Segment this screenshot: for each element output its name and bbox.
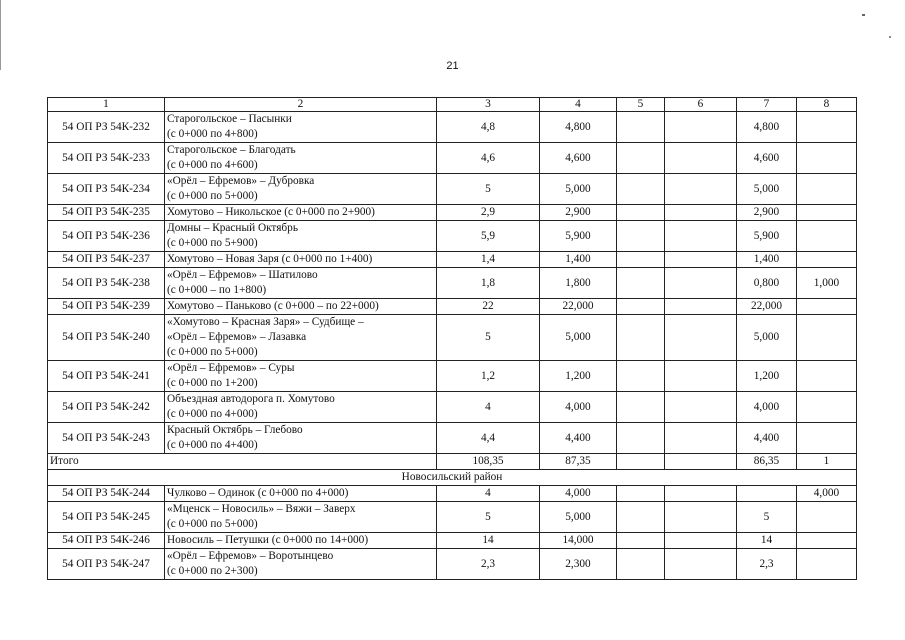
value-cell-c5 — [617, 143, 665, 174]
value-cell-c8 — [797, 252, 857, 268]
value-cell-c6 — [665, 143, 737, 174]
value-cell-c3: 4 — [437, 392, 540, 423]
road-name-cell — [165, 143, 437, 174]
value-cell-c6 — [665, 502, 737, 533]
value-cell-c8 — [797, 533, 857, 549]
value-cell-c4: 1,200 — [540, 361, 617, 392]
table-row — [48, 112, 857, 143]
value-cell-c5 — [617, 252, 665, 268]
value-cell-c4: 4,600 — [540, 143, 617, 174]
header-cell: 6 — [665, 98, 737, 112]
road-name-cell — [165, 205, 437, 221]
header-cell: 3 — [437, 98, 540, 112]
table-row — [48, 549, 857, 580]
road-name-line: (с 0+000 по 4+000) — [167, 408, 258, 420]
district-title: Новосильский район — [48, 470, 857, 486]
value-cell-c3: 2,9 — [437, 205, 540, 221]
table-header-row — [48, 98, 857, 112]
total-value-c7: 86,35 — [737, 454, 797, 470]
value-cell-c4: 14,000 — [540, 533, 617, 549]
road-name-line: «Орёл – Ефремов» – Шатилово — [167, 269, 318, 281]
value-cell-c7: 4,600 — [737, 143, 797, 174]
value-cell-c3: 4 — [437, 486, 540, 502]
value-cell-c5 — [617, 361, 665, 392]
road-name-line: Хомутово – Никольское (с 0+000 по 2+900) — [167, 206, 375, 218]
table-row — [48, 299, 857, 315]
table-row — [48, 315, 857, 361]
value-cell-c4: 22,000 — [540, 299, 617, 315]
value-cell-c7: 5,900 — [737, 221, 797, 252]
road-code-cell: 54 ОП РЗ 54К-247 — [48, 549, 165, 580]
road-name-line: «Орёл – Ефремов» – Воротынцево — [167, 550, 334, 562]
value-cell-c6 — [665, 549, 737, 580]
road-name-line: Хомутово – Паньково (с 0+000 – по 22+000) — [167, 300, 379, 312]
value-cell-c6 — [665, 486, 737, 502]
header-cell: 1 — [48, 98, 165, 112]
header-cell: 4 — [540, 98, 617, 112]
value-cell-c3: 1,8 — [437, 268, 540, 299]
value-cell-c5 — [617, 112, 665, 143]
road-name-cell — [165, 502, 437, 533]
road-code-cell: 54 ОП РЗ 54К-240 — [48, 315, 165, 361]
table-row — [48, 221, 857, 252]
value-cell-c6 — [665, 299, 737, 315]
road-name-line: Хомутово – Новая Заря (с 0+000 по 1+400) — [167, 253, 373, 265]
total-value-c3: 108,35 — [437, 454, 540, 470]
value-cell-c8 — [797, 549, 857, 580]
value-cell-c7: 4,000 — [737, 392, 797, 423]
road-name-line: (с 0+000 по 4+600) — [167, 159, 258, 171]
value-cell-c6 — [665, 112, 737, 143]
table-row — [48, 174, 857, 205]
value-cell-c8 — [797, 174, 857, 205]
road-name-line: «Орёл – Ефремов» – Суры — [167, 362, 295, 374]
value-cell-c6 — [665, 361, 737, 392]
road-code-cell: 54 ОП РЗ 54К-234 — [48, 174, 165, 205]
value-cell-c5 — [617, 423, 665, 454]
value-cell-c5 — [617, 502, 665, 533]
value-cell-c5 — [617, 486, 665, 502]
table-row — [48, 252, 857, 268]
table-row — [48, 268, 857, 299]
table-row — [48, 361, 857, 392]
road-name-cell — [165, 392, 437, 423]
road-name-line: Домны – Красный Октябрь — [167, 222, 298, 234]
value-cell-c8 — [797, 423, 857, 454]
value-cell-c5 — [617, 205, 665, 221]
value-cell-c3: 5 — [437, 502, 540, 533]
roads-table — [47, 97, 857, 580]
road-code-cell: 54 ОП РЗ 54К-244 — [48, 486, 165, 502]
road-name-line: Красный Октябрь – Глебово — [167, 424, 303, 436]
value-cell-c7: 14 — [737, 533, 797, 549]
value-cell-c3: 14 — [437, 533, 540, 549]
value-cell-c4: 4,000 — [540, 392, 617, 423]
road-name-line: «Хомутово – Красная Заря» – Судбище – — [167, 316, 364, 328]
road-code-cell: 54 ОП РЗ 54К-241 — [48, 361, 165, 392]
value-cell-c7: 4,800 — [737, 112, 797, 143]
value-cell-c5 — [617, 221, 665, 252]
value-cell-c8: 4,000 — [797, 486, 857, 502]
value-cell-c3: 4,8 — [437, 112, 540, 143]
value-cell-c4: 1,800 — [540, 268, 617, 299]
total-label: Итого — [48, 454, 437, 470]
value-cell-c5 — [617, 533, 665, 549]
road-name-line: (с 0+000 по 2+300) — [167, 565, 258, 577]
header-cell: 2 — [165, 98, 437, 112]
table-row — [48, 143, 857, 174]
road-name-cell — [165, 549, 437, 580]
value-cell-c8 — [797, 205, 857, 221]
road-code-cell: 54 ОП РЗ 54К-232 — [48, 112, 165, 143]
scan-speck — [889, 36, 891, 38]
value-cell-c7: 0,800 — [737, 268, 797, 299]
value-cell-c6 — [665, 268, 737, 299]
road-name-cell — [165, 268, 437, 299]
road-code-cell: 54 ОП РЗ 54К-246 — [48, 533, 165, 549]
value-cell-c3: 5,9 — [437, 221, 540, 252]
road-name-line: (с 0+000 – по 1+800) — [167, 284, 267, 296]
page-number: 21 — [446, 60, 459, 72]
road-code-cell: 54 ОП РЗ 54К-236 — [48, 221, 165, 252]
value-cell-c3: 22 — [437, 299, 540, 315]
road-name-line: (с 0+000 по 5+000) — [167, 190, 258, 202]
value-cell-c7: 2,900 — [737, 205, 797, 221]
value-cell-c4: 4,400 — [540, 423, 617, 454]
table-row — [48, 533, 857, 549]
value-cell-c7: 4,400 — [737, 423, 797, 454]
road-code-cell: 54 ОП РЗ 54К-242 — [48, 392, 165, 423]
road-name-line: (с 0+000 по 5+000) — [167, 518, 258, 530]
road-name-line: (с 0+000 по 5+900) — [167, 237, 258, 249]
value-cell-c7: 5,000 — [737, 174, 797, 205]
value-cell-c4: 4,000 — [540, 486, 617, 502]
district-row — [48, 470, 857, 486]
value-cell-c8 — [797, 502, 857, 533]
value-cell-c4: 2,300 — [540, 549, 617, 580]
road-name-line: (с 0+000 по 5+000) — [167, 346, 258, 358]
total-value-c6 — [665, 454, 737, 470]
value-cell-c5 — [617, 268, 665, 299]
value-cell-c8 — [797, 143, 857, 174]
value-cell-c4: 5,000 — [540, 315, 617, 361]
value-cell-c5 — [617, 549, 665, 580]
value-cell-c6 — [665, 252, 737, 268]
value-cell-c8 — [797, 315, 857, 361]
road-name-line: (с 0+000 по 4+800) — [167, 128, 258, 140]
value-cell-c6 — [665, 533, 737, 549]
table-row — [48, 392, 857, 423]
value-cell-c8 — [797, 392, 857, 423]
road-code-cell: 54 ОП РЗ 54К-238 — [48, 268, 165, 299]
road-name-cell — [165, 112, 437, 143]
road-code-cell: 54 ОП РЗ 54К-239 — [48, 299, 165, 315]
road-code-cell: 54 ОП РЗ 54К-235 — [48, 205, 165, 221]
value-cell-c6 — [665, 423, 737, 454]
road-name-line: «Орёл – Ефремов» – Дубровка — [167, 175, 315, 187]
total-row — [48, 454, 857, 470]
road-name-cell — [165, 252, 437, 268]
value-cell-c4: 2,900 — [540, 205, 617, 221]
value-cell-c3: 4,4 — [437, 423, 540, 454]
value-cell-c3: 1,4 — [437, 252, 540, 268]
value-cell-c4: 5,000 — [540, 174, 617, 205]
value-cell-c3: 1,2 — [437, 361, 540, 392]
value-cell-c6 — [665, 174, 737, 205]
value-cell-c4: 4,800 — [540, 112, 617, 143]
table-row — [48, 423, 857, 454]
value-cell-c7: 5,000 — [737, 315, 797, 361]
value-cell-c8 — [797, 299, 857, 315]
value-cell-c6 — [665, 221, 737, 252]
header-cell: 5 — [617, 98, 665, 112]
value-cell-c4: 1,400 — [540, 252, 617, 268]
value-cell-c7: 1,200 — [737, 361, 797, 392]
header-cell: 8 — [797, 98, 857, 112]
total-value-c5 — [617, 454, 665, 470]
value-cell-c8: 1,000 — [797, 268, 857, 299]
value-cell-c8 — [797, 361, 857, 392]
road-name-cell — [165, 221, 437, 252]
value-cell-c3: 2,3 — [437, 549, 540, 580]
road-name-cell — [165, 315, 437, 361]
road-name-line: Старогольское – Благодать — [167, 144, 296, 156]
road-name-cell — [165, 361, 437, 392]
value-cell-c6 — [665, 392, 737, 423]
value-cell-c3: 4,6 — [437, 143, 540, 174]
road-name-line: (с 0+000 по 4+400) — [167, 439, 258, 451]
table-row — [48, 502, 857, 533]
road-name-cell — [165, 299, 437, 315]
value-cell-c7: 2,3 — [737, 549, 797, 580]
value-cell-c6 — [665, 315, 737, 361]
road-name-cell — [165, 486, 437, 502]
road-name-line: (с 0+000 по 1+200) — [167, 377, 258, 389]
value-cell-c3: 5 — [437, 174, 540, 205]
value-cell-c4: 5,000 — [540, 502, 617, 533]
table-row — [48, 486, 857, 502]
value-cell-c5 — [617, 299, 665, 315]
road-name-line: «Мценск – Новосиль» – Вяжи – Заверх — [167, 503, 356, 515]
value-cell-c5 — [617, 392, 665, 423]
value-cell-c8 — [797, 221, 857, 252]
value-cell-c7: 22,000 — [737, 299, 797, 315]
value-cell-c5 — [617, 315, 665, 361]
value-cell-c6 — [665, 205, 737, 221]
value-cell-c4: 5,900 — [540, 221, 617, 252]
road-name-line: «Орёл – Ефремов» – Лазавка — [167, 331, 307, 343]
road-name-cell — [165, 533, 437, 549]
table-row — [48, 205, 857, 221]
value-cell-c7: 5 — [737, 502, 797, 533]
value-cell-c7: 1,400 — [737, 252, 797, 268]
value-cell-c7 — [737, 486, 797, 502]
road-name-line: Объездная автодорога п. Хомутово — [167, 393, 335, 405]
header-cell: 7 — [737, 98, 797, 112]
value-cell-c5 — [617, 174, 665, 205]
value-cell-c8 — [797, 112, 857, 143]
road-name-line: Старогольское – Пасынки — [167, 113, 292, 125]
total-value-c8: 1 — [797, 454, 857, 470]
road-name-cell — [165, 423, 437, 454]
value-cell-c3: 5 — [437, 315, 540, 361]
road-name-cell — [165, 174, 437, 205]
road-code-cell: 54 ОП РЗ 54К-243 — [48, 423, 165, 454]
road-code-cell: 54 ОП РЗ 54К-237 — [48, 252, 165, 268]
road-name-line: Чулково – Одинок (с 0+000 по 4+000) — [167, 487, 349, 499]
road-code-cell: 54 ОП РЗ 54К-245 — [48, 502, 165, 533]
road-name-line: Новосиль – Петушки (с 0+000 по 14+000) — [167, 534, 369, 546]
scan-speck — [862, 14, 865, 16]
total-value-c4: 87,35 — [540, 454, 617, 470]
road-code-cell: 54 ОП РЗ 54К-233 — [48, 143, 165, 174]
